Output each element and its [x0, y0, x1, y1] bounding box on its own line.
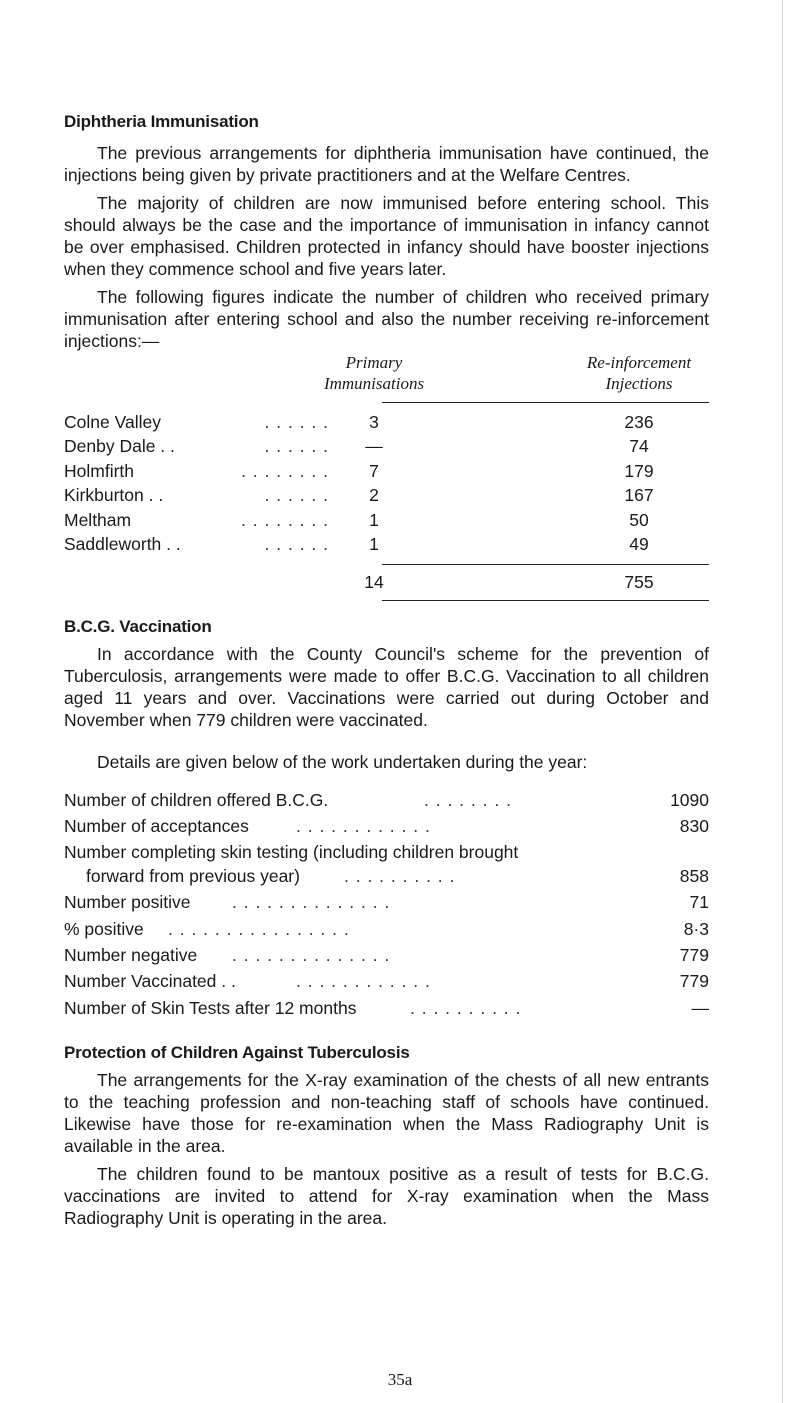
district-name: Meltham	[64, 509, 132, 530]
reinforcement-value: 167	[624, 485, 654, 506]
stat-value: —	[691, 997, 709, 1018]
stat-value: 1090	[670, 789, 709, 810]
diphtheria-heading: Diphtheria Immunisation	[64, 112, 259, 131]
reinforcement-column-header	[554, 352, 724, 394]
diphtheria-paragraph-3: The following figures indicate the number of children who received primary immunisation after entering school and also the number receiving re-inforcement injections:—	[64, 287, 709, 351]
document-page	[64, 112, 709, 1235]
stat-completing	[64, 839, 709, 889]
district-name: Holmfirth	[64, 460, 135, 481]
stat-offered	[64, 787, 709, 813]
total-top-rule	[382, 564, 709, 565]
primary-header-line2: Immunisations	[323, 374, 425, 393]
stat-label: % positive	[64, 918, 144, 939]
bcg-paragraph: In accordance with the County Council's scheme for the prevention of Tuberculosis, arrangements were made to offer B.C.G. Vaccination to all children aged 11 years and over. Vaccinations were carried out during October and November when 779 children were vaccinated.	[64, 643, 709, 730]
primary-value: 3	[369, 412, 379, 432]
stat-label: Number of children offered B.C.G.	[64, 789, 329, 810]
reinforcement-value: 74	[629, 436, 649, 457]
stat-value: 779	[679, 944, 709, 965]
district-name: Colne Valley	[64, 412, 161, 432]
stat-value: 830	[679, 816, 709, 837]
leader-dots: . . . . . . . . . .	[344, 866, 456, 887]
leader-dots: . . . . . . . . . . . . . . . .	[168, 918, 350, 939]
leader-dots: . . . . . .	[264, 412, 329, 432]
stat-positive	[64, 889, 709, 915]
reinforcement-value: 50	[629, 509, 649, 530]
total-row	[64, 570, 709, 594]
table-top-rule	[382, 402, 709, 403]
page-number: 35a	[387, 1370, 413, 1389]
leader-dots: . . . . . . . . . . . . . .	[232, 944, 391, 965]
district-name: Saddleworth . .	[64, 533, 181, 554]
stat-label: Number completing skin testing (including children brought	[64, 842, 519, 863]
reinforcement-value: 179	[624, 460, 654, 481]
primary-value: 1	[369, 533, 379, 554]
total-primary: 14	[364, 572, 384, 593]
primary-column-header	[299, 352, 449, 394]
district-name: Denby Dale . .	[64, 436, 175, 457]
district-row	[64, 483, 709, 507]
stat-negative	[64, 942, 709, 968]
immunisation-table	[64, 352, 709, 605]
reinforcement-header-line2: Injections	[605, 374, 673, 393]
bcg-stats-list	[64, 787, 709, 1021]
stat-vaccinated	[64, 968, 709, 994]
reinforcement-header-line1: Re-inforcement	[586, 353, 692, 372]
district-name: Kirkburton . .	[64, 485, 164, 506]
primary-value: 1	[369, 509, 379, 530]
primary-value: —	[365, 436, 383, 457]
district-row	[64, 434, 709, 458]
district-row	[64, 508, 709, 532]
stat-skin-tests	[64, 995, 709, 1021]
bcg-heading: B.C.G. Vaccination	[64, 616, 212, 636]
stat-acceptances	[64, 813, 709, 839]
leader-dots: . . . . . . . .	[241, 460, 329, 481]
district-rows	[64, 410, 709, 556]
total-bottom-rule	[382, 600, 709, 601]
leader-dots: . . . . . . . . . . . .	[296, 971, 431, 992]
leader-dots: . . . . . . . .	[241, 509, 329, 530]
stat-label: Number of Skin Tests after 12 months	[64, 997, 357, 1018]
protection-heading: Protection of Children Against Tuberculosis	[64, 1042, 410, 1062]
immunisation-table-header	[64, 352, 709, 398]
stat-value: 71	[689, 892, 709, 913]
total-reinforcement: 755	[624, 572, 654, 593]
primary-value: 2	[369, 485, 379, 506]
stat-label: Number negative	[64, 944, 198, 965]
primary-header-line1: Primary	[345, 353, 403, 372]
stat-value: 858	[679, 866, 709, 887]
diphtheria-paragraph-1: The previous arrangements for diphtheria immunisation have continued, the injections being given by private practitioners and at the Welfare Centres.	[64, 143, 709, 185]
diphtheria-paragraph-2: The majority of children are now immunised before entering school. This should always be the case and the importance of immunisation in infancy cannot be over emphasised. Children protected in infancy should have booster injections when they commence school and five years later.	[64, 193, 709, 279]
protection-paragraph-1: The arrangements for the X-ray examination of the chests of all new entrants to the teaching profession and non-teaching staff of schools have continued. Likewise have those for re-examination when the Mass Radiography Unit is available in the area.	[64, 1069, 709, 1156]
primary-value: 7	[369, 460, 379, 481]
leader-dots: . . . . . . . . . . . . . .	[232, 892, 391, 913]
stat-label: Number Vaccinated . .	[64, 971, 236, 992]
stat-percent-positive	[64, 916, 709, 942]
district-row	[64, 532, 709, 556]
reinforcement-value: 236	[624, 412, 654, 432]
stat-label: Number positive	[64, 892, 191, 913]
protection-paragraph-2: The children found to be mantoux positive as a result of tests for B.C.G. vaccinations are invited to attend for X-ray examination when the Mass Radiography Unit is operating in the area.	[64, 1163, 709, 1228]
stat-value: 8·3	[683, 918, 709, 939]
page-edge-shadow	[782, 0, 783, 1403]
leader-dots: . . . . . .	[264, 533, 329, 554]
reinforcement-value: 49	[629, 533, 649, 554]
bcg-details-intro: Details are given below of the work undertaken during the year:	[97, 751, 588, 772]
district-row	[64, 410, 709, 434]
stat-value: 779	[679, 971, 709, 992]
leader-dots: . . . . . . . . . . . .	[296, 816, 431, 837]
leader-dots: . . . . . .	[264, 485, 329, 506]
leader-dots: . . . . . .	[264, 436, 329, 457]
leader-dots: . . . . . . . .	[424, 789, 512, 810]
district-row	[64, 459, 709, 483]
leader-dots: . . . . . . . . . .	[410, 997, 522, 1018]
stat-label: Number of acceptances	[64, 816, 249, 837]
stat-label-continued: forward from previous year)	[86, 866, 300, 887]
